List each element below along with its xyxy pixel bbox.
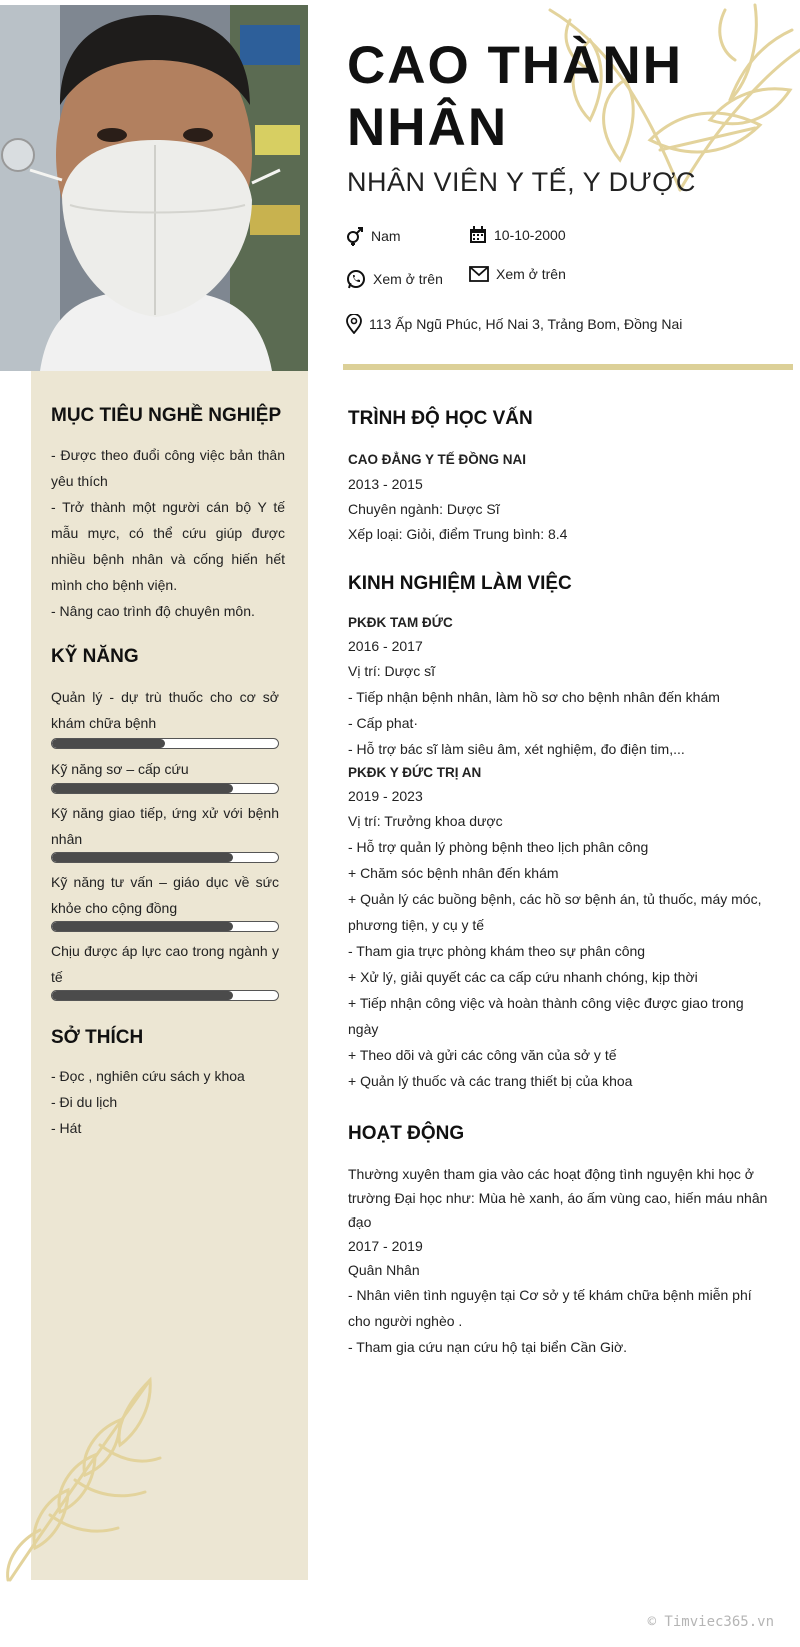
- gender-field: [346, 226, 401, 246]
- skill-name: Chịu được áp lực cao trong ngành y tế: [51, 943, 279, 985]
- skill-level-bar: [51, 738, 279, 749]
- education-block: [348, 447, 768, 547]
- job-line: + Quản lý thuốc và các trang thiết bị của khoa: [348, 1073, 633, 1089]
- gender-value: Nam: [371, 228, 401, 244]
- activities-role: Quân Nhân: [348, 1262, 420, 1278]
- email-field: [469, 266, 566, 282]
- address-field: [346, 314, 682, 334]
- candidate-name: CAO THÀNH NHÂN: [347, 36, 683, 157]
- header-divider: [343, 364, 793, 370]
- job-line: + Xử lý, giải quyết các ca cấp cứu nhanh chóng, kịp thời: [348, 969, 698, 985]
- activity-line: - Tham gia cứu nạn cứu hộ tại biển Cần Giờ.: [348, 1339, 628, 1355]
- skill-level-fill: [52, 784, 233, 793]
- activities-intro: Thường xuyên tham gia vào các hoạt động tình nguyện khi học ở trường Đại học như: Mùa hè xanh, áo ấm vùng cao, hiến máu nhân đạo: [348, 1166, 768, 1230]
- skill-level-bar: [51, 921, 279, 932]
- job-line: - Hỗ trợ bác sĩ làm siêu âm, xét nghiệm, đo điện tim,...: [348, 741, 685, 757]
- activities-heading: HOẠT ĐỘNG: [348, 1123, 465, 1144]
- hobby-item: - Đọc , nghiên cứu sách y khoa: [51, 1068, 245, 1084]
- activities-period: 2017 - 2019: [348, 1238, 423, 1254]
- job-line: + Theo dõi và gửi các công văn của sở y tế: [348, 1047, 617, 1063]
- birthday-value: 10-10-2000: [494, 227, 566, 243]
- skill-level-fill: [52, 922, 233, 931]
- objective-line: - Nâng cao trình độ chuyên môn.: [51, 603, 255, 619]
- skill-level-bar: [51, 990, 279, 1001]
- job-line: Vị trí: Dược sĩ: [348, 663, 436, 679]
- whatsapp-phone-icon: [346, 269, 366, 289]
- skill-level-fill: [52, 853, 233, 862]
- job-line: - Tiếp nhận bệnh nhân, làm hồ sơ cho bệnh nhân đến khám: [348, 689, 720, 705]
- company-name: PKĐK Y ĐỨC TRỊ AN: [348, 765, 482, 780]
- phone-field: [346, 269, 443, 289]
- envelope-icon: [469, 266, 489, 282]
- job-title: NHÂN VIÊN Y TẾ, Y DƯỢC: [347, 167, 696, 197]
- profile-photo: [0, 5, 308, 371]
- hobby-item: - Đi du lịch: [51, 1094, 118, 1110]
- skill-name: Kỹ năng sơ – cấp cứu: [51, 761, 189, 777]
- objective-line: - Được theo đuổi công việc bản thân yêu thích: [51, 447, 285, 489]
- profile-photo-illustration: [0, 5, 308, 371]
- activity-line: - Nhân viên tình nguyện tại Cơ sở y tế khám chữa bệnh miễn phí cho người nghèo .: [348, 1287, 752, 1329]
- job-line: + Quản lý các buồng bệnh, các hồ sơ bệnh án, tủ thuốc, máy móc, phương tiện, y cụ y tế: [348, 891, 762, 933]
- phone-value[interactable]: Xem ở trên: [373, 271, 443, 287]
- leaf-decoration-bottom-icon: [0, 1370, 170, 1585]
- skill-level-fill: [52, 991, 233, 1000]
- location-pin-icon: [346, 314, 362, 334]
- school-name: CAO ĐẲNG Y TẾ ĐỒNG NAI: [348, 452, 527, 467]
- job-period: 2016 - 2017: [348, 638, 423, 654]
- hobbies-list: [51, 1063, 285, 1141]
- activities-block: [348, 1162, 768, 1360]
- skill-level-fill: [52, 739, 165, 748]
- job-line: - Hỗ trợ quản lý phòng bệnh theo lịch phân công: [348, 839, 649, 855]
- birthday-field: [469, 226, 566, 244]
- footer-watermark: © Timviec365.vn: [647, 1614, 774, 1630]
- job-period: 2019 - 2023: [348, 788, 423, 804]
- calendar-icon: [469, 226, 487, 244]
- skill-level-bar: [51, 783, 279, 794]
- hobby-item: - Hát: [51, 1120, 82, 1136]
- education-major: Chuyên ngành: Dược Sĩ: [348, 501, 500, 517]
- skills-heading: KỸ NĂNG: [51, 646, 139, 667]
- education-heading: TRÌNH ĐỘ HỌC VẤN: [348, 408, 533, 429]
- hobbies-heading: SỞ THÍCH: [51, 1027, 144, 1048]
- job-line: + Tiếp nhận công việc và hoàn thành công việc được giao trong ngày: [348, 995, 744, 1037]
- skill-level-bar: [51, 852, 279, 863]
- gender-icon: [346, 226, 364, 246]
- skill-name: Kỹ năng tư vấn – giáo dục về sức khỏe cho cộng đồng: [51, 874, 279, 916]
- job-line: - Cấp phat·: [348, 715, 419, 731]
- job-line: Vị trí: Trưởng khoa dược: [348, 813, 503, 829]
- experience-heading: KINH NGHIỆM LÀM VIỆC: [348, 573, 572, 594]
- address-value: 113 Ấp Ngũ Phúc, Hố Nai 3, Trảng Bom, Đồng Nai: [369, 316, 683, 332]
- education-grade: Xếp loại: Giỏi, điểm Trung bình: 8.4: [348, 526, 568, 542]
- experience-block: [348, 612, 768, 1094]
- skill-name: Quản lý - dự trù thuốc cho cơ sở khám chữa bệnh: [51, 689, 279, 731]
- email-value[interactable]: Xem ở trên: [496, 266, 566, 282]
- job-line: - Tham gia trực phòng khám theo sự phân công: [348, 943, 646, 959]
- objective-line: - Trở thành một người cán bộ Y tế mẫu mực, có thể cứu giúp được nhiều bệnh nhân và cống hiến hết mình cho bệnh viện.: [51, 499, 285, 593]
- job-line: + Chăm sóc bệnh nhân đến khám: [348, 865, 559, 881]
- objective-heading: MỤC TIÊU NGHỀ NGHIỆP: [51, 405, 282, 426]
- skill-name: Kỹ năng giao tiếp, ứng xử với bệnh nhân: [51, 805, 279, 847]
- company-name: PKĐK TAM ĐỨC: [348, 615, 453, 630]
- education-period: 2013 - 2015: [348, 476, 423, 492]
- objective-text: [51, 442, 285, 624]
